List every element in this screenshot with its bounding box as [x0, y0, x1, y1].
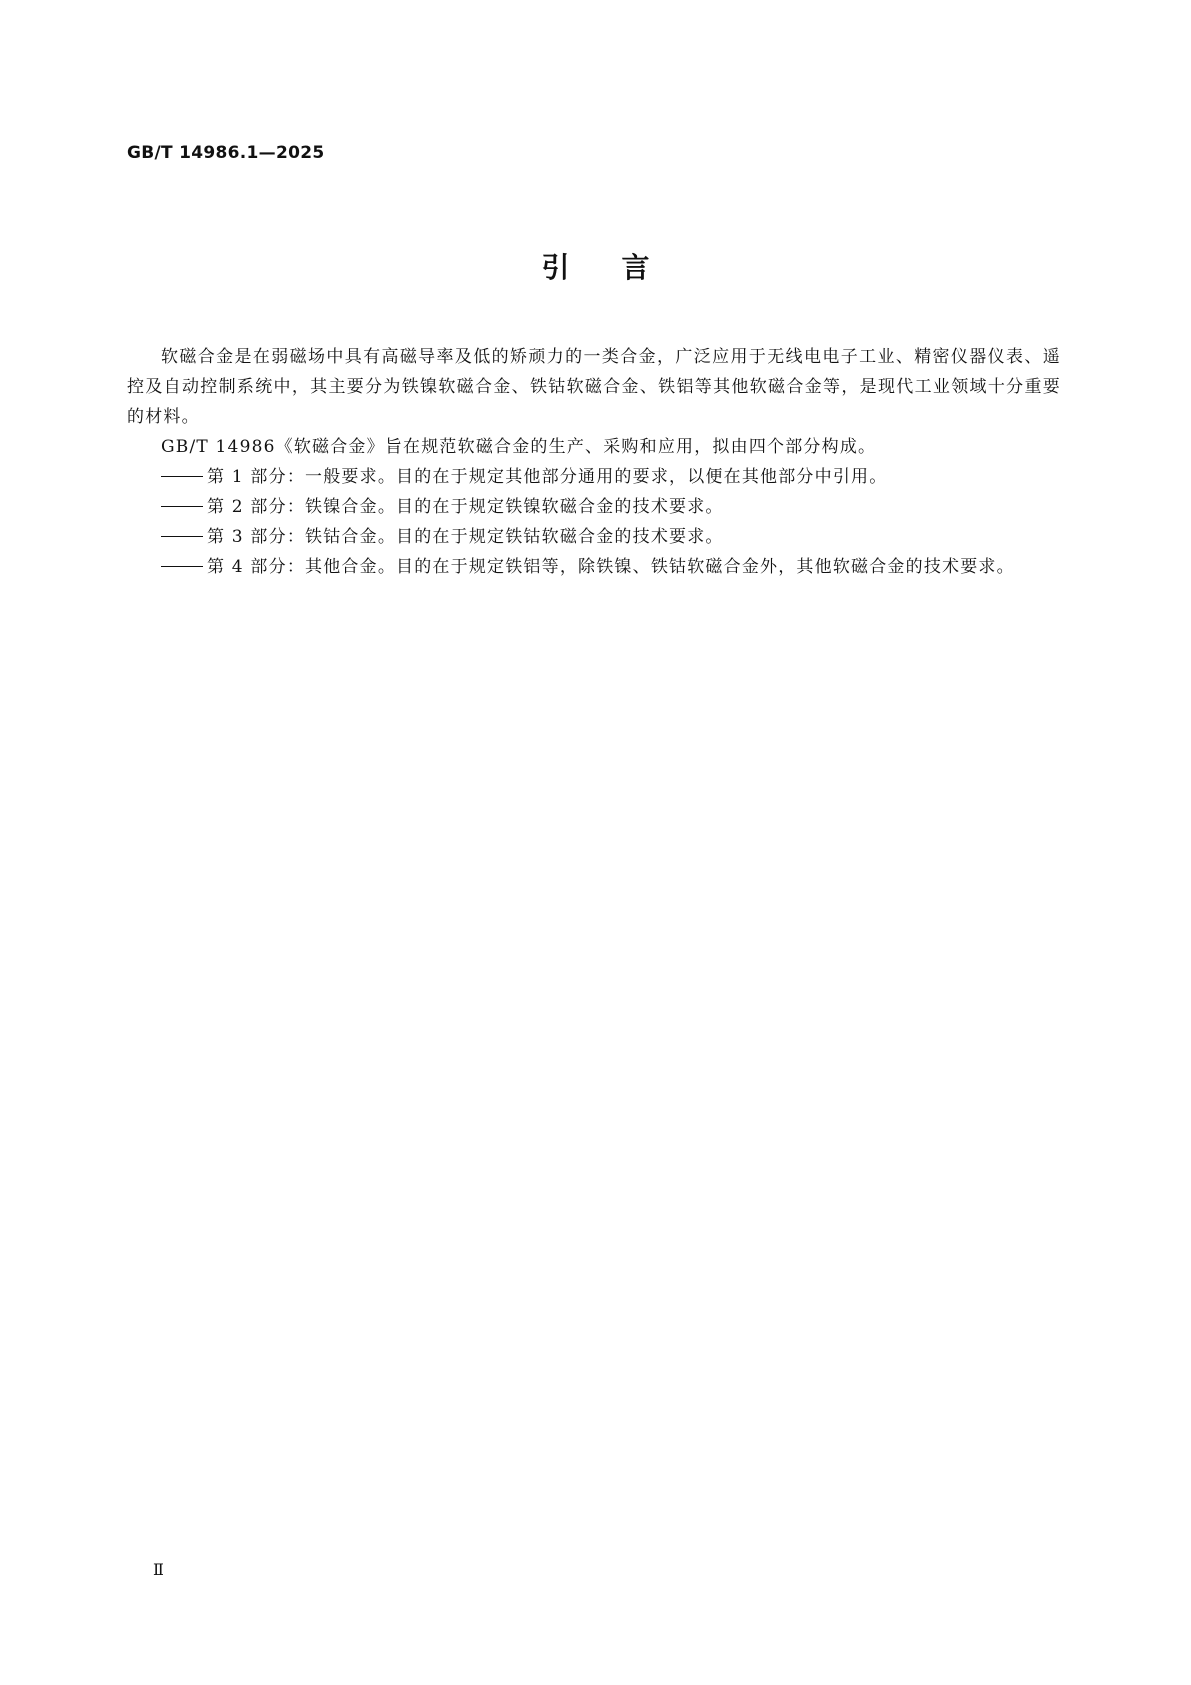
dash-bullet-icon [161, 552, 207, 582]
list-item [127, 522, 1061, 552]
list-item [127, 492, 1061, 522]
dash-bullet-icon [161, 462, 207, 492]
dash-bullet-icon [161, 492, 207, 522]
part-1-text: 第 1 部分：一般要求。目的在于规定其他部分通用的要求，以便在其他部分中引用。 [207, 467, 888, 487]
part-3-text: 第 3 部分：铁钴合金。目的在于规定铁钴软磁合金的技术要求。 [207, 527, 724, 547]
intro-paragraph: 软磁合金是在弱磁场中具有高磁导率及低的矫顽力的一类合金，广泛应用于无线电电子工业、精密仪器仪表、遥控及自动控制系统中，其主要分为铁镍软磁合金、铁钴软磁合金、铁铝等其他软磁合金等，是现代工业领域十分重要的材料。 [127, 347, 1061, 427]
standard-code-header: GB/T 14986.1—2025 [127, 143, 325, 163]
document-body [127, 342, 1061, 582]
parts-list [127, 462, 1061, 582]
section-title: 引言 [541, 251, 702, 284]
structure-paragraph: GB/T 14986《软磁合金》旨在规范软磁合金的生产、采购和应用，拟由四个部分构成。 [161, 437, 877, 457]
part-4-text: 第 4 部分：其他合金。目的在于规定铁铝等，除铁镍、铁钴软磁合金外，其他软磁合金的技术要求。 [207, 557, 1015, 577]
dash-bullet-icon [161, 522, 207, 552]
part-2-text: 第 2 部分：铁镍合金。目的在于规定铁镍软磁合金的技术要求。 [207, 497, 724, 517]
page-number: Ⅱ [153, 1560, 164, 1579]
list-item [127, 462, 1061, 492]
list-item [127, 552, 1061, 582]
